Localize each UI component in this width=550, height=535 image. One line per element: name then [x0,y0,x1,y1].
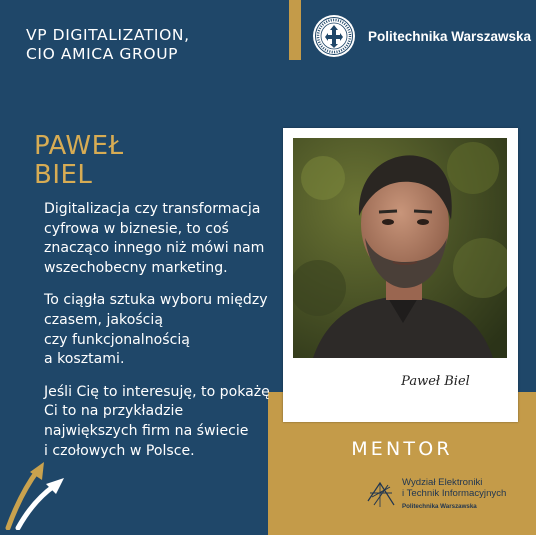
university-name: Politechnika Warszawska [368,28,532,44]
paragraph-3 [44,383,284,461]
text-line: i czołowych w Polsce. [44,442,195,459]
paragraph-2 [44,291,284,369]
polaroid-card [283,128,518,422]
text-line: Digitalizacja czy transformacja [44,201,261,217]
description [44,200,284,474]
paragraph-1 [44,200,284,278]
text-line: największych firm na świecie [44,422,249,439]
job-title [26,26,190,64]
university-seal-icon [312,14,356,58]
text-line: Ci to na przykładzie [44,403,184,420]
person-name [34,132,124,190]
text-line: cyfrowa w biznesie, to coś [44,220,229,237]
job-title-line2: CIO AMICA GROUP [26,45,179,63]
job-title-line1: VP DIGITALIZATION, [26,26,190,44]
text-line: czasem, jakością [44,311,163,328]
faculty-logo [366,477,506,510]
text-line: To ciągła sztuka wyboru między [44,292,268,309]
mentor-badge: MENTOR [351,438,453,460]
photo-caption: Paweł Biel [401,374,470,389]
faculty-university: Politechnika Warszawska [402,503,477,510]
portrait-photo [293,138,507,358]
gold-bar-top [289,0,301,60]
university-logo [312,14,531,58]
first-name: PAWEŁ [34,131,124,161]
text-line: a kosztami. [44,351,125,368]
text-line: wszechobecny marketing. [44,259,228,276]
rising-arrows-icon [4,458,70,530]
faculty-name-line1: Wydział Elektroniki [402,477,483,488]
text-line: Jeśli Cię to interesuję, to pokażę [44,383,270,400]
faculty-name-line2: i Technik Informacyjnych [402,488,507,499]
faculty-logo-icon [366,477,396,509]
last-name: BIEL [34,160,93,190]
text-line: znacząco innego niż mówi nam [44,240,265,257]
text-line: czy funkcjonalnością [44,331,190,348]
